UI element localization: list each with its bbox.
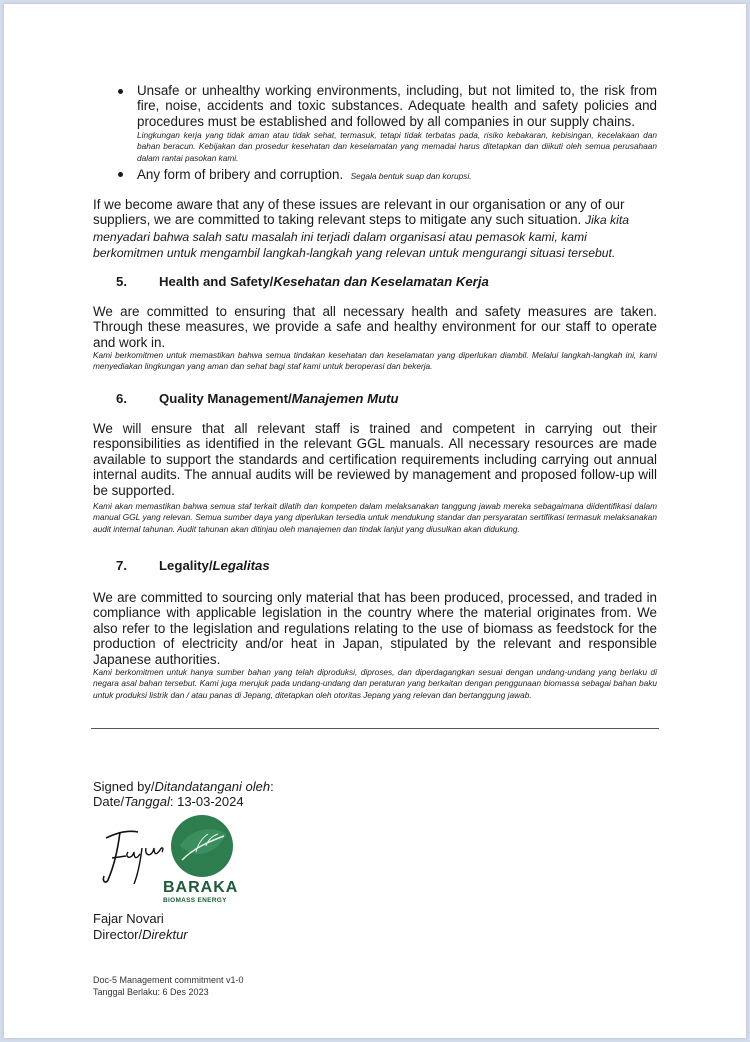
section-7-text: We are committed to sourcing only material that has been produced, processed, and traded in compliance with applicable legislation in the country where the material originates from. We also refer to the legislation and regulations relating to the use of biomass as feedstock for the production of electricity and/or heat in Japan, stipulated by the relevant and responsible Japanese authorities. <box>93 590 657 667</box>
bullet-1-translation: Lingkungan kerja yang tidak aman atau tidak sehat, termasuk, tetapi tidak terbatas pada, risiko kebakaran, kebisingan, kecelakaan dan bahan beracun. Kebijakan dan prosedur kesehatan dan keselamatan yang memadai harus ditetapkan dan diikuti oleh semua perusahaan dalam rantai pasokan kami. <box>137 130 657 163</box>
section-7-heading <box>116 558 656 574</box>
section-number: 7. <box>116 558 127 573</box>
section-7-translation: Kami berkomitmen untuk hanya sumber bahan yang telah diproduksi, diproses, dan diperdagangkan sesuai dengan undang-undang yang berlaku di negara asal bahan tersebut. Kami juga merujuk pada undang-undang dan peraturan yang berkaitan dengan penggunaan biomassa sebagai bahan baku untuk produksi listrik dan / atau panas di Jepang, ditetapkan oleh otoritas Jepang yang relevan dan bertanggung jawab. <box>93 667 657 700</box>
bullet-2-translation: Segala bentuk suap dan korupsi. <box>350 171 472 181</box>
signed-by-line: Signed by/Ditandatangani oleh: <box>93 779 274 794</box>
baraka-logo-subtitle: BIOMASS ENERGY <box>163 897 227 904</box>
section-5-heading <box>116 274 656 290</box>
mitigation-paragraph <box>93 197 657 262</box>
section-number: 5. <box>116 274 127 289</box>
bullet-dot <box>118 89 123 94</box>
baraka-logo-leaf <box>168 812 236 880</box>
footer-doc-id: Doc-5 Management commitment v1-0 <box>93 975 244 985</box>
section-title: Health and Safety/Kesehatan dan Keselamatan Kerja <box>159 274 489 289</box>
section-6-text: We will ensure that all relevant staff is trained and competent in carrying out their responsibilities as identified in the relevant GGL manuals. All necessary resources are made available to support the standards and certification requirements including carrying out annual internal audits. The annual audits will be reviewed by management and proposed follow-up will be supported. <box>93 421 657 498</box>
bullet-2 <box>137 166 657 184</box>
section-number: 6. <box>116 391 127 406</box>
signatory-name: Fajar Novari <box>93 911 164 926</box>
mitigation-translation: Jika kita menyadari bahwa salah satu masalah ini terjadi dalam organisasi atau pemasok kami, kami berkomitmen untuk mengambil langkah-langkah yang relevan untuk mengurangi situasi tersebut. <box>93 213 630 261</box>
bullet-2-text: Any form of bribery and corruption. <box>137 167 344 182</box>
section-6-translation: Kami akan memastikan bahwa semua staf terkait dilatih dan kompeten dalam melaksanakan tanggung jawab mereka sebagaimana diidentifikasi dalam manual GGL yang relevan. Semua sumber daya yang diperlukan tersedia untuk mendukung standar dan persyaratan sertifikasi termasuk melaksanakan audit internal tahunan. Audit tahunan akan ditinjau oleh manajemen dan tindak lanjut yang diusulkan akan didukung. <box>93 501 657 534</box>
section-5-text: We are committed to ensuring that all necessary health and safety measures are taken. Through these measures, we provide a safe and healthy environment for our staff to operate and work in. <box>93 304 657 350</box>
section-5-translation: Kami berkomitmen untuk memastikan bahwa semua tindakan kesehatan dan keselamatan yang diperlukan diambil. Melalui langkah-langkah ini, kami menyediakan lingkungan yang aman dan sehat bagi staf kami untuk beroperasi dan bekerja. <box>93 350 657 372</box>
bullet-dot <box>118 172 123 177</box>
section-6-heading <box>116 391 656 407</box>
divider-line <box>91 728 659 729</box>
section-title: Quality Management/Manajemen Mutu <box>159 391 399 406</box>
mitigation-text: If we become aware that any of these issues are relevant in our organisation or any of our suppliers, we are committed to taking relevant steps to mitigate any such situation. <box>93 197 625 228</box>
section-title: Legality/Legalitas <box>159 558 270 573</box>
baraka-logo-name: BARAKA <box>163 879 239 896</box>
bullet-1-text: Unsafe or unhealthy working environments, including, but not limited to, the risk from fire, noise, accidents and toxic substances. Adequate health and safety policies and procedures must be established and followed by all companies in our supply chains. <box>137 83 657 129</box>
signatory-title: Director/Direktur <box>93 927 188 942</box>
date-line: Date/Tanggal: 13-03-2024 <box>93 794 244 809</box>
footer-valid-date: Tanggal Berlaku: 6 Des 2023 <box>93 987 209 997</box>
